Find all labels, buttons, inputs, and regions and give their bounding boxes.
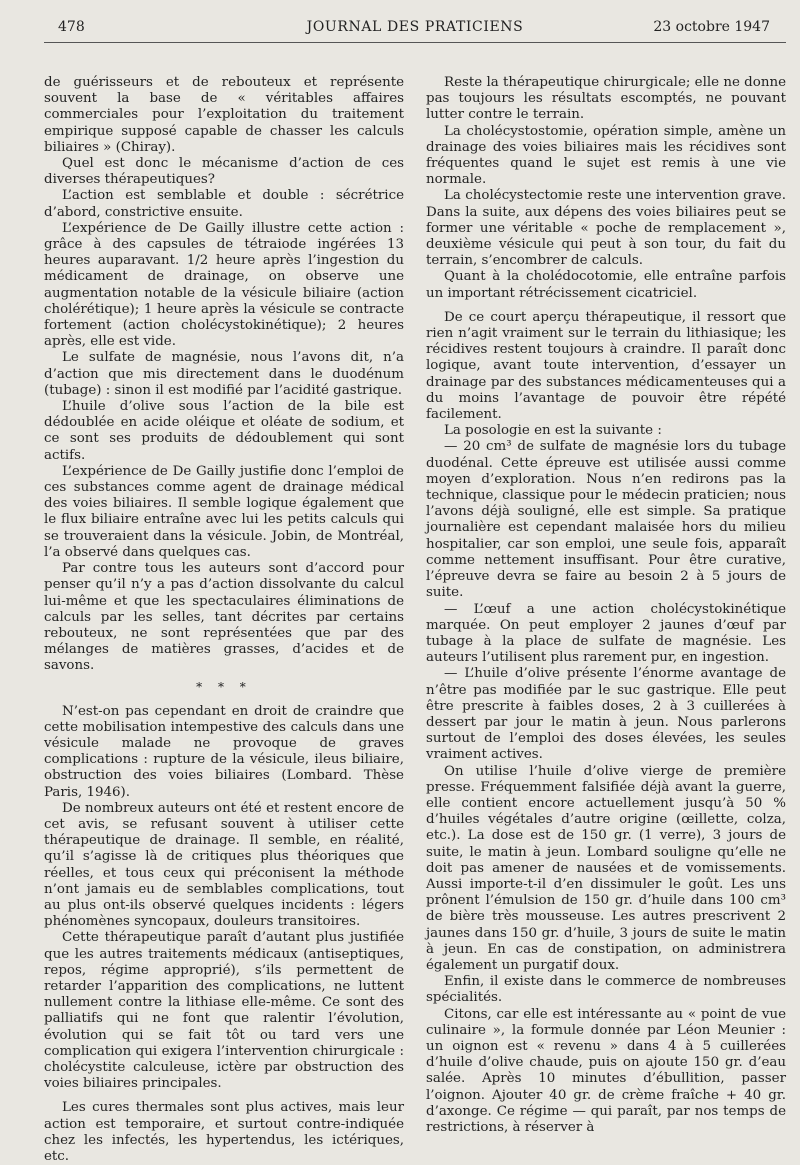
article-columns — [44, 75, 786, 1165]
paragraph: — L’œuf a une action cholécystokinétique marquée. On peut employer 2 jaunes d’œuf par tubage à la place de sulfate de magnésie. Les auteurs l’utilisent plus rarement pur, en ingestion. — [426, 601, 786, 666]
paragraph: De nombreux auteurs ont été et restent encore de cet avis, se refusant souvent à utiliser cette thérapeutique de drainage. Il semble, en réalité, qu’il s’agisse là de critiques plus théoriques que réelles, et tous ceux qui préconisent la méthode n’ont jamais eu de semblables complications, tout au plus ont-ils observé quelques incidents : légers phénomènes syncopaux, douleurs transitoires. — [44, 800, 404, 930]
paragraph: Cette thérapeutique paraît d’autant plus justifiée que les autres traitements médicaux (antiseptiques, repos, régime approprié), s’ils permettent de retarder l’apparition des complications, ne luttent nullement contre la lithiase elle-même. Ce sont des palliatifs qui ne font que ralentir l’évolution, évolution qui se fait tôt ou tard vers une complication qui exigera l’intervention chirurgicale : cholécystite calculeuse, ictère par obstruction des voies biliaires principales. — [44, 930, 404, 1092]
paragraph: Citons, car elle est intéressante au « point de vue culinaire », la formule donnée par Léon Meunier : un oignon est « revenu » dans 4 à 5 cuillerées d’huile d’olive chaude, puis on ajoute 150 gr. d’eau salée. Après 10 minutes d’ébullition, passer l’oignon. Ajouter 40 gr. de crème fraîche + 40 gr. d’axonge. Ce régime — qui paraît, par nos temps de restrictions, à réserver à — [426, 1006, 786, 1135]
paragraph: L’expérience de De Gailly illustre cette action : grâce à des capsules de tétraiode ingérées 13 heures auparavant. 1/2 heure après l’ingestion du médicament de drainage, on observe une augmentation notable de la vésicule biliaire (action cholérétique); 1 heure après la vésicule se contracte fortement (action cholécystokinétique); 2 heures après, elle est vide. — [44, 220, 404, 350]
paragraph: L’action est semblable et double : sécrétrice d’abord, constrictive ensuite. — [44, 188, 404, 220]
paragraph: Par contre tous les auteurs sont d’accord pour penser qu’il n’y a pas d’action dissolvante du calcul lui-même et que les spectaculaires éliminations de calculs par les selles, tant décrites par certains rebouteux, ne sont représentées que par des mélanges de matières grasses, d’acides et de savons. — [44, 561, 404, 674]
paragraph: On utilise l’huile d’olive vierge de première presse. Fréquemment falsifiée déjà avant la guerre, elle contient encore actuellement jusqu’à 50 % d’huiles végétales d’autre origine (œillette, colza, etc.). La dose est de 150 gr. (1 verre), 3 jours de suite, le matin à jeun. Lombard souligne qu’elle ne doit pas amener de nausées et de vomissements. Aussi importe-t-il d’en dissimuler le goût. Les uns prônent l’émulsion de 150 gr. d’huile dans 100 cm³ de bière très mousseuse. Les autres prescrivent 2 jaunes dans 150 gr. d’huile, 3 jours de suite le matin à jeun. En cas de constipation, on administrera également un purgatif doux. — [426, 763, 786, 973]
right-column — [426, 75, 786, 1165]
paragraph: de guérisseurs et de rebouteux et représente souvent la base de « véritables affaires commerciales pour l’exploitation du traitement empirique supposé capable de chasser les calculs biliaires » (Chiray). — [44, 75, 404, 155]
paragraph: N’est-on pas cependant en droit de craindre que cette mobilisation intempestive des calculs dans une vésicule malade ne provoque de graves complications : rupture de la vésicule, ileus biliaire, obstruction des voies biliaires (Lombard. Thèse Paris, 1946). — [44, 703, 404, 800]
paragraph: — L’huile d’olive présente l’énorme avantage de n’être pas modifiée par le suc gastrique. Elle peut être prescrite à faibles doses, 2 à 3 cuillerées à dessert par jour le matin à jeun. Nous parlerons surtout de l’emploi des doses élevées, les seules vraiment actives. — [426, 666, 786, 763]
paragraph: — 20 cm³ de sulfate de magnésie lors du tubage duodénal. Cette épreuve est utilisée aussi comme moyen d’exploration. Nous n’en redirons pas la technique, classique pour le médecin praticien; nous l’avons déjà souligné, elle est simple. Sa pratique journalière est cependant malaisée hors du milieu hospitalier, car son emploi, une seule fois, apparaît comme nettement insuffisant. Pour être curative, l’épreuve devra se faire au besoin 2 à 5 jours de suite. — [426, 439, 786, 601]
section-separator: * * * — [196, 679, 252, 694]
paragraph: L’expérience de De Gailly justifie donc l’emploi de ces substances comme agent de drainage médical des voies biliaires. Il semble logique également que le flux biliaire entraîne avec lui les petits calculs qui se trouveraient dans la vésicule. Jobin, de Montréal, l’a observé dans quelques cas. — [44, 463, 404, 560]
paragraph: Quant à la cholédocotomie, elle entraîne parfois un important rétrécissement cicatriciel. — [426, 269, 786, 301]
left-column — [44, 75, 404, 1165]
paragraph: L’huile d’olive sous l’action de la bile est dédoublée en acide oléique et oléate de sodium, et ce sont ses produits de dédoublement qui sont actifs. — [44, 399, 404, 463]
paragraph: Le sulfate de magnésie, nous l’avons dit, n’a d’action que mis directement dans le duodénum (tubage) : sinon il est modifié par l’acidité gastrique. — [44, 350, 404, 398]
issue-date: 23 octobre 1947 — [653, 19, 770, 35]
paragraph: Enfin, il existe dans le commerce de nombreuses spécialités. — [426, 974, 786, 1006]
paragraph: La cholécystectomie reste une intervention grave. Dans la suite, aux dépens des voies biliaires peut se former une véritable « poche de remplacement », deuxième vésicule qui peut à son tour, du fait du terrain, s’encombrer de calculs. — [426, 188, 786, 269]
paragraph: De ce court aperçu thérapeutique, il ressort que rien n’agit vraiment sur le terrain du lithiasique; les récidives restent toujours à craindre. Il paraît donc logique, avant toute intervention, d’essayer un drainage par des substances médicamenteuses qui a du moins l’avantage de pouvoir être répété facilement. — [426, 309, 786, 423]
paragraph: Reste la thérapeutique chirurgicale; elle ne donne pas toujours les résultats escomptés, ne pouvant lutter contre le terrain. — [426, 75, 786, 123]
journal-title: JOURNAL DES PRATICIENS — [306, 19, 524, 35]
paragraph: Quel est donc le mécanisme d’action de ces diverses thérapeutiques? — [44, 156, 404, 188]
running-header — [44, 12, 786, 43]
paragraph: La cholécystostomie, opération simple, amène un drainage des voies biliaires mais les récidives sont fréquentes quand le sujet est remis à une vie normale. — [426, 123, 786, 188]
paragraph: La posologie en est la suivante : — [444, 423, 662, 439]
page-number: 478 — [58, 19, 85, 35]
paragraph: Les cures thermales sont plus actives, mais leur action est temporaire, et surtout contre-indiquée chez les infectés, les hypertendus, les ictériques, etc. — [44, 1100, 404, 1164]
